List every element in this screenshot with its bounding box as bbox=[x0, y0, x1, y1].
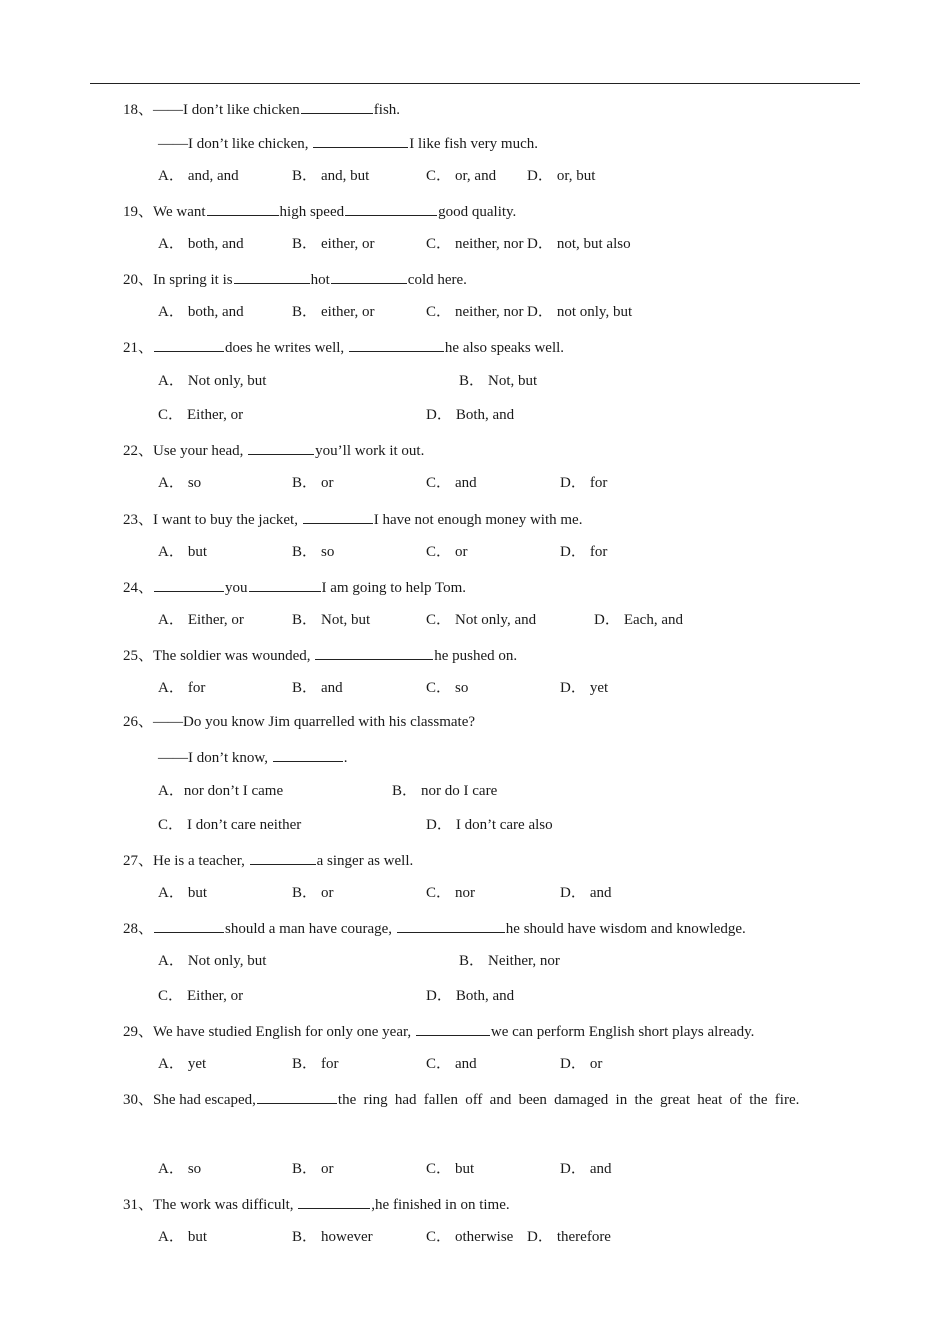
option-a[interactable] bbox=[158, 1054, 206, 1074]
option-text: both, and bbox=[187, 304, 244, 320]
option-letter: B． bbox=[292, 475, 318, 491]
option-text: Either, or bbox=[187, 407, 244, 423]
question-text: We have studied English for only one year, bbox=[153, 1024, 415, 1040]
option-text: so bbox=[321, 544, 335, 560]
option-c[interactable] bbox=[426, 166, 496, 186]
option-d[interactable] bbox=[527, 302, 632, 322]
option-text: but bbox=[187, 1229, 208, 1245]
option-letter: D． bbox=[527, 1229, 553, 1245]
option-text: so bbox=[187, 1161, 202, 1177]
option-text: for bbox=[187, 680, 206, 696]
option-text: either, or bbox=[321, 236, 375, 252]
question-30 bbox=[123, 1088, 859, 1110]
option-text: or bbox=[321, 475, 334, 491]
question-number: 30、 bbox=[123, 1092, 154, 1108]
option-b[interactable] bbox=[459, 371, 537, 391]
question-24 bbox=[123, 576, 466, 598]
answer-blank bbox=[349, 336, 444, 352]
answer-blank bbox=[234, 268, 310, 284]
option-text: Each, and bbox=[623, 612, 683, 628]
option-b[interactable] bbox=[292, 883, 334, 903]
question-text: I don’t like chicken bbox=[183, 102, 300, 118]
option-text: and bbox=[455, 1056, 477, 1072]
question-number: 24、 bbox=[123, 580, 154, 596]
question-text: The soldier was wounded, bbox=[153, 648, 315, 664]
option-a[interactable] bbox=[158, 302, 244, 322]
option-letter: D． bbox=[560, 475, 586, 491]
question-text: I don’t know, bbox=[188, 750, 272, 766]
option-c[interactable] bbox=[426, 610, 536, 630]
option-text: nor do I care bbox=[421, 783, 498, 799]
option-text: or, and bbox=[455, 168, 497, 184]
option-text: however bbox=[321, 1229, 373, 1245]
option-b[interactable] bbox=[292, 473, 334, 493]
question-number: 27、 bbox=[123, 853, 154, 869]
option-letter: C． bbox=[426, 1161, 452, 1177]
option-text: Neither, nor bbox=[488, 953, 560, 969]
question-number: 26、 bbox=[123, 714, 154, 730]
option-letter: C． bbox=[426, 475, 452, 491]
option-letter: A． bbox=[158, 236, 184, 252]
option-letter: C． bbox=[426, 168, 452, 184]
dialogue-dash: —— bbox=[153, 102, 184, 118]
question-text: ,he finished in on time. bbox=[371, 1197, 510, 1213]
question-number: 22、 bbox=[123, 443, 154, 459]
question-number: 29、 bbox=[123, 1024, 154, 1040]
option-a[interactable] bbox=[158, 678, 205, 698]
option-b[interactable] bbox=[292, 302, 375, 322]
question-text: you’ll work it out. bbox=[315, 443, 425, 459]
question-number: 25、 bbox=[123, 648, 154, 664]
option-d[interactable] bbox=[527, 1227, 611, 1247]
question-26 bbox=[123, 712, 475, 732]
answer-blank bbox=[331, 268, 407, 284]
option-letter: C． bbox=[426, 304, 452, 320]
option-text: yet bbox=[589, 680, 609, 696]
option-text: nor bbox=[455, 885, 476, 901]
question-text: he should have wisdom and knowledge. bbox=[505, 921, 746, 937]
option-letter: C． bbox=[426, 236, 452, 252]
option-letter: D． bbox=[426, 817, 452, 833]
question-18 bbox=[123, 98, 400, 120]
option-text: neither, nor bbox=[455, 236, 524, 252]
option-text: Not only, but bbox=[187, 953, 267, 969]
option-text: not, but also bbox=[556, 236, 631, 252]
option-letter: B． bbox=[292, 236, 318, 252]
option-a[interactable] bbox=[158, 1227, 207, 1247]
answer-blank bbox=[248, 439, 314, 455]
option-d[interactable] bbox=[426, 815, 553, 835]
option-letter: B． bbox=[292, 1161, 318, 1177]
answer-blank bbox=[154, 917, 224, 933]
option-text: I don’t care also bbox=[455, 817, 553, 833]
answer-blank bbox=[416, 1020, 490, 1036]
answer-blank bbox=[207, 200, 279, 216]
option-text: both, and bbox=[187, 236, 244, 252]
option-text: and, and bbox=[187, 168, 239, 184]
question-text: Do you know Jim quarrelled with his classmate? bbox=[183, 714, 476, 730]
option-text: and bbox=[589, 1161, 612, 1177]
option-letter: A． bbox=[158, 304, 184, 320]
answer-blank bbox=[313, 132, 408, 148]
answer-blank bbox=[345, 200, 437, 216]
option-text: and, but bbox=[321, 168, 370, 184]
option-letter: B． bbox=[292, 612, 318, 628]
question-text: Use your head, bbox=[153, 443, 248, 459]
question-19 bbox=[123, 200, 516, 222]
option-text: not only, but bbox=[556, 304, 633, 320]
question-28 bbox=[123, 917, 746, 939]
option-a[interactable] bbox=[158, 166, 239, 186]
option-text: otherwise bbox=[455, 1229, 514, 1245]
option-text: nor don’t I came bbox=[183, 783, 284, 799]
option-b[interactable] bbox=[292, 1227, 373, 1247]
option-a[interactable] bbox=[158, 473, 201, 493]
option-text: so bbox=[455, 680, 469, 696]
option-d[interactable] bbox=[560, 883, 612, 903]
option-c[interactable] bbox=[158, 815, 301, 835]
question-number: 21、 bbox=[123, 340, 154, 356]
option-d[interactable] bbox=[426, 986, 514, 1006]
option-text: either, or bbox=[321, 304, 375, 320]
answer-blank bbox=[298, 1193, 370, 1209]
option-letter: D． bbox=[560, 544, 586, 560]
question-text: should a man have courage, bbox=[225, 921, 396, 937]
option-text: or bbox=[321, 885, 334, 901]
option-a[interactable] bbox=[158, 371, 266, 391]
option-text: but bbox=[187, 885, 208, 901]
question-text: I don’t like chicken, bbox=[188, 136, 313, 152]
question-27 bbox=[123, 849, 413, 871]
option-c[interactable] bbox=[426, 678, 468, 698]
option-letter: D． bbox=[527, 304, 553, 320]
question-text: a singer as well. bbox=[316, 853, 414, 869]
answer-blank bbox=[249, 576, 321, 592]
option-letter: C． bbox=[426, 544, 452, 560]
option-d[interactable] bbox=[560, 1054, 602, 1074]
question-text: She had escaped, bbox=[153, 1092, 256, 1108]
option-text: Either, or bbox=[187, 612, 244, 628]
option-letter: D． bbox=[527, 168, 553, 184]
option-letter: A． bbox=[158, 1229, 184, 1245]
option-letter: B． bbox=[292, 544, 318, 560]
question-text: good quality. bbox=[438, 204, 517, 220]
option-text: but bbox=[455, 1161, 475, 1177]
option-text: Not, but bbox=[488, 373, 538, 389]
option-b[interactable] bbox=[292, 1159, 334, 1179]
question-number: 31、 bbox=[123, 1197, 154, 1213]
answer-blank bbox=[250, 849, 316, 865]
question-text: you bbox=[225, 580, 248, 596]
option-text: and bbox=[589, 885, 612, 901]
option-b[interactable] bbox=[292, 234, 375, 254]
option-letter: A． bbox=[158, 680, 184, 696]
option-letter: A． bbox=[158, 373, 184, 389]
answer-blank bbox=[303, 508, 373, 524]
option-c[interactable] bbox=[426, 883, 475, 903]
question-text: he pushed on. bbox=[434, 648, 518, 664]
option-text: for bbox=[321, 1056, 339, 1072]
question-18-response bbox=[158, 132, 538, 154]
option-letter: A． bbox=[158, 783, 184, 799]
option-letter: D． bbox=[560, 1056, 586, 1072]
option-c[interactable] bbox=[426, 542, 468, 562]
option-letter: A． bbox=[158, 953, 184, 969]
question-text: We want bbox=[153, 204, 206, 220]
option-letter: C． bbox=[158, 988, 184, 1004]
question-text: hot bbox=[310, 272, 330, 288]
option-text: but bbox=[187, 544, 208, 560]
option-d[interactable] bbox=[560, 473, 607, 493]
option-text: or bbox=[589, 1056, 603, 1072]
option-a[interactable] bbox=[158, 951, 266, 971]
option-text: Not, but bbox=[321, 612, 371, 628]
header-rule bbox=[90, 83, 860, 84]
option-letter: B． bbox=[459, 953, 485, 969]
question-26-response bbox=[158, 746, 348, 768]
option-a[interactable] bbox=[158, 234, 244, 254]
option-a[interactable] bbox=[158, 542, 207, 562]
option-text: for bbox=[589, 475, 608, 491]
option-b[interactable] bbox=[292, 542, 334, 562]
question-31 bbox=[123, 1193, 510, 1215]
option-text: Either, or bbox=[187, 988, 244, 1004]
option-text: so bbox=[187, 475, 202, 491]
question-text: fish. bbox=[373, 102, 401, 118]
question-text: does he writes well, bbox=[225, 340, 348, 356]
question-text: I want to buy the jacket, bbox=[153, 512, 302, 528]
option-c[interactable] bbox=[426, 1159, 474, 1179]
option-letter: C． bbox=[426, 1056, 452, 1072]
option-text: Both, and bbox=[455, 407, 515, 423]
option-d[interactable] bbox=[527, 166, 595, 186]
answer-blank bbox=[301, 98, 373, 114]
option-d[interactable] bbox=[527, 234, 631, 254]
option-letter: A． bbox=[158, 168, 184, 184]
dialogue-dash: —— bbox=[158, 750, 188, 766]
option-text: and bbox=[321, 680, 343, 696]
question-23 bbox=[123, 508, 582, 530]
option-a[interactable] bbox=[158, 610, 244, 630]
question-text: In spring it is bbox=[153, 272, 233, 288]
option-d[interactable] bbox=[560, 678, 608, 698]
option-letter: C． bbox=[426, 612, 452, 628]
question-number: 23、 bbox=[123, 512, 154, 528]
dialogue-dash: —— bbox=[153, 714, 184, 730]
option-c[interactable] bbox=[426, 1054, 477, 1074]
question-text: he also speaks well. bbox=[444, 340, 565, 356]
option-letter: A． bbox=[158, 1056, 184, 1072]
option-text: Not only, but bbox=[187, 373, 267, 389]
question-text: cold here. bbox=[407, 272, 467, 288]
option-letter: B． bbox=[292, 1056, 318, 1072]
answer-blank bbox=[273, 746, 343, 762]
option-d[interactable] bbox=[594, 610, 683, 630]
option-letter: A． bbox=[158, 612, 184, 628]
question-number: 20、 bbox=[123, 272, 154, 288]
option-c[interactable] bbox=[158, 405, 243, 425]
option-text: or, but bbox=[556, 168, 596, 184]
option-a[interactable] bbox=[158, 781, 283, 801]
option-c[interactable] bbox=[426, 302, 524, 322]
question-25 bbox=[123, 644, 517, 666]
option-letter: C． bbox=[426, 1229, 452, 1245]
option-letter: B． bbox=[292, 168, 318, 184]
question-text: He is a teacher, bbox=[153, 853, 249, 869]
option-letter: C． bbox=[426, 885, 452, 901]
question-text: The work was difficult, bbox=[153, 1197, 298, 1213]
option-text: neither, nor bbox=[455, 304, 524, 320]
option-letter: B． bbox=[292, 304, 318, 320]
option-text: yet bbox=[187, 1056, 207, 1072]
option-letter: A． bbox=[158, 1161, 184, 1177]
option-letter: A． bbox=[158, 544, 184, 560]
option-letter: C． bbox=[426, 680, 452, 696]
option-d[interactable] bbox=[560, 1159, 612, 1179]
answer-blank bbox=[154, 576, 224, 592]
option-d[interactable] bbox=[426, 405, 514, 425]
question-number: 18、 bbox=[123, 102, 154, 118]
option-text: or bbox=[321, 1161, 334, 1177]
option-c[interactable] bbox=[426, 1227, 513, 1247]
option-c[interactable] bbox=[158, 986, 243, 1006]
option-d[interactable] bbox=[560, 542, 607, 562]
option-letter: B． bbox=[292, 680, 318, 696]
option-text: I don’t care neither bbox=[187, 817, 302, 833]
option-letter: D． bbox=[426, 407, 452, 423]
question-text: I like fish very much. bbox=[409, 136, 538, 152]
option-letter: D． bbox=[594, 612, 620, 628]
question-text: I have not enough money with me. bbox=[373, 512, 583, 528]
option-letter: B． bbox=[292, 1229, 318, 1245]
question-22 bbox=[123, 439, 424, 461]
option-text: Both, and bbox=[455, 988, 515, 1004]
option-letter: A． bbox=[158, 475, 184, 491]
option-text: for bbox=[589, 544, 608, 560]
question-text: the ring had fallen off and been damaged in the great heat of the fire. bbox=[337, 1092, 800, 1108]
question-text: . bbox=[343, 750, 348, 766]
option-letter: D． bbox=[560, 680, 586, 696]
option-letter: C． bbox=[158, 407, 184, 423]
option-b[interactable] bbox=[292, 678, 343, 698]
option-b[interactable] bbox=[459, 951, 560, 971]
dialogue-dash: —— bbox=[158, 136, 188, 152]
question-20 bbox=[123, 268, 467, 290]
option-b[interactable] bbox=[292, 166, 369, 186]
option-letter: B． bbox=[459, 373, 485, 389]
option-text: or bbox=[455, 544, 468, 560]
answer-blank bbox=[315, 644, 433, 660]
option-text: Not only, and bbox=[455, 612, 537, 628]
option-letter: B． bbox=[392, 783, 418, 799]
option-letter: D． bbox=[560, 885, 586, 901]
option-letter: D． bbox=[426, 988, 452, 1004]
option-letter: D． bbox=[527, 236, 553, 252]
option-letter: D． bbox=[560, 1161, 586, 1177]
option-c[interactable] bbox=[426, 234, 524, 254]
option-a[interactable] bbox=[158, 883, 207, 903]
option-b[interactable] bbox=[292, 1054, 339, 1074]
option-a[interactable] bbox=[158, 1159, 201, 1179]
option-text: and bbox=[455, 475, 477, 491]
question-number: 19、 bbox=[123, 204, 154, 220]
option-c[interactable] bbox=[426, 473, 477, 493]
question-text: I am going to help Tom. bbox=[321, 580, 467, 596]
option-text: therefore bbox=[556, 1229, 611, 1245]
question-text: we can perform English short plays already. bbox=[490, 1024, 755, 1040]
option-b[interactable] bbox=[392, 781, 497, 801]
option-letter: B． bbox=[292, 885, 318, 901]
answer-blank bbox=[154, 336, 224, 352]
question-text: high speed bbox=[279, 204, 345, 220]
question-29 bbox=[123, 1020, 754, 1042]
option-letter: A． bbox=[158, 885, 184, 901]
question-21 bbox=[123, 336, 564, 358]
answer-blank bbox=[397, 917, 505, 933]
option-letter: C． bbox=[158, 817, 184, 833]
option-b[interactable] bbox=[292, 610, 370, 630]
question-number: 28、 bbox=[123, 921, 154, 937]
answer-blank bbox=[257, 1088, 337, 1104]
